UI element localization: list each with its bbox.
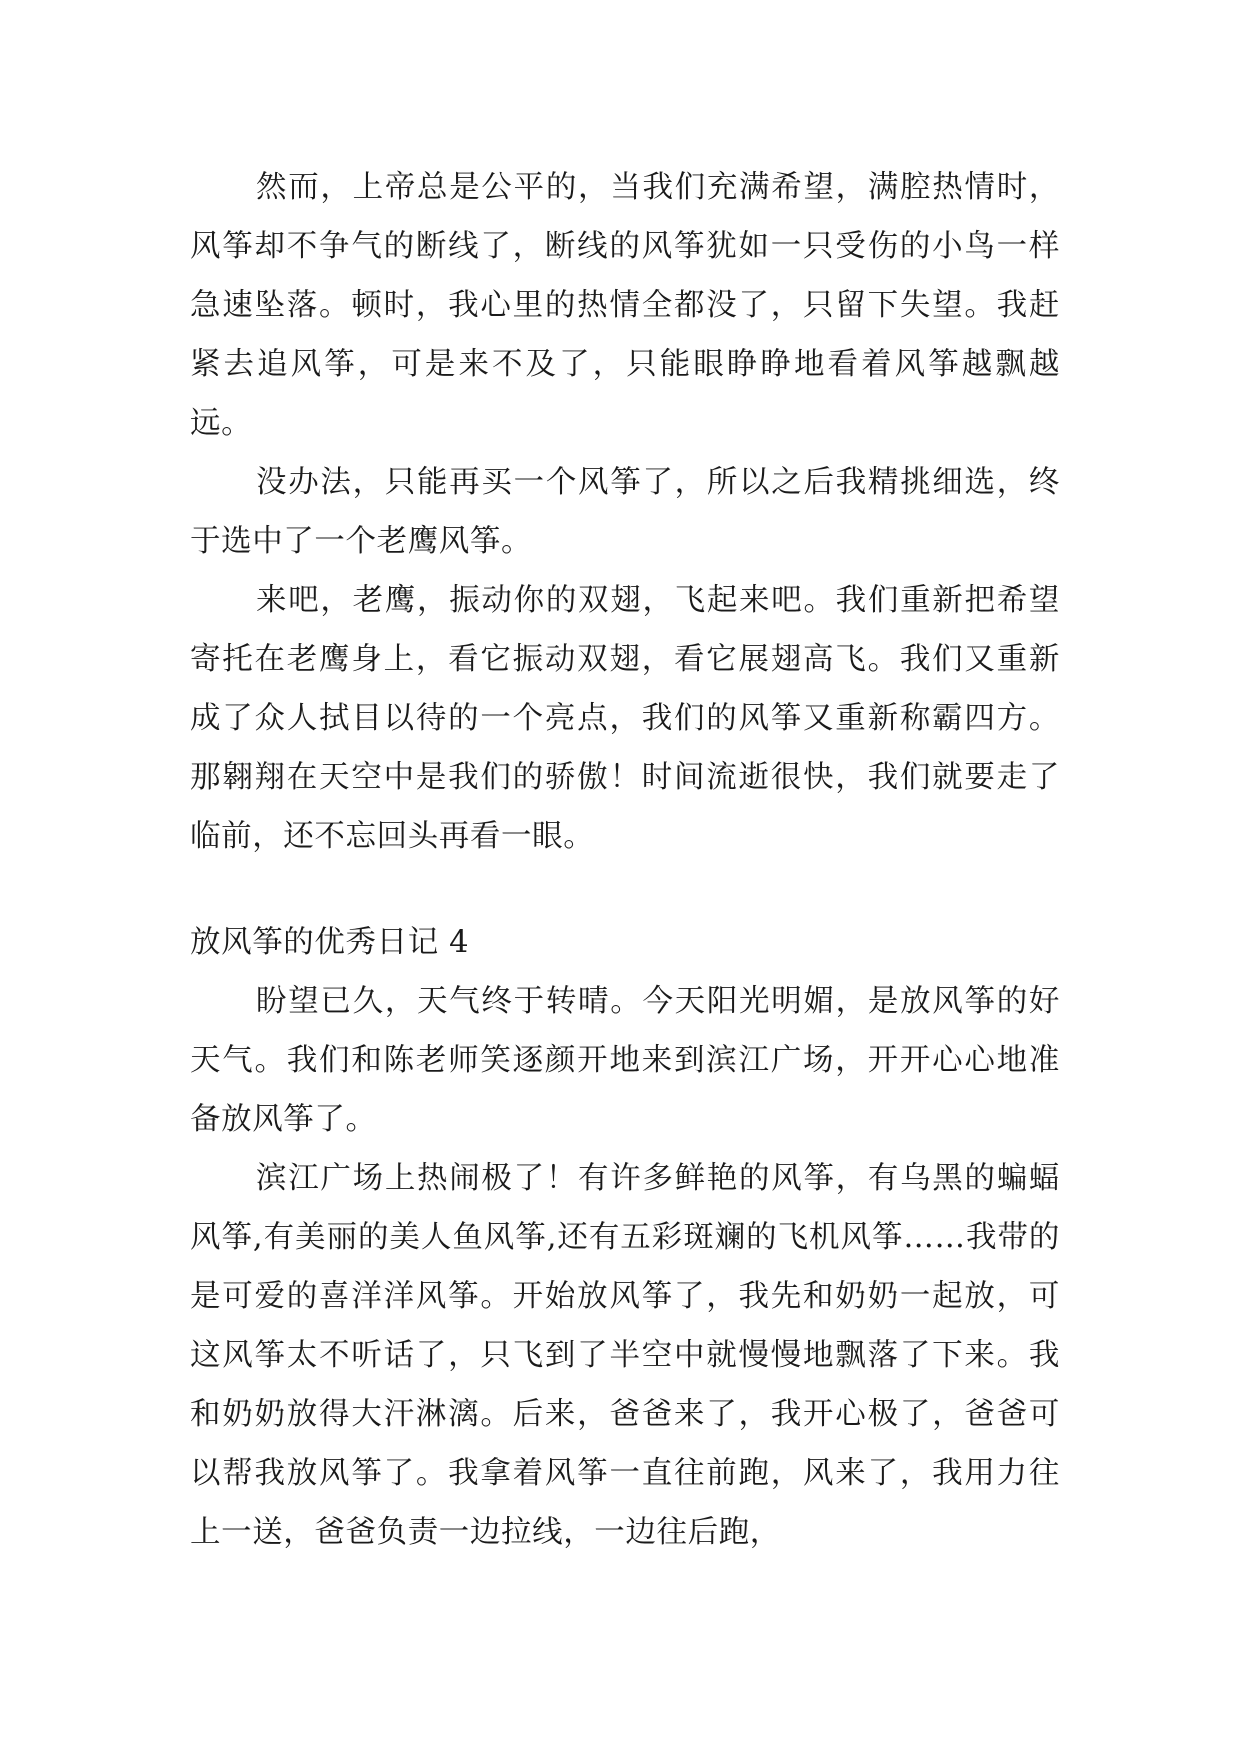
paragraph: 然而，上帝总是公平的，当我们充满希望，满腔热情时，风筝却不争气的断线了，断线的风筝犹如一只受伤的小鸟一样急速坠落。顿时，我心里的热情全都没了，只留下失望。我赶紧去追风筝，可是来不及了，只能眼睁睁地看着风筝越飘越远。	[190, 170, 1060, 441]
paragraph: 没办法，只能再买一个风筝了，所以之后我精挑细选，终于选中了一个老鹰风筝。	[190, 465, 1060, 559]
paragraph: 来吧，老鹰，振动你的双翅，飞起来吧。我们重新把希望寄托在老鹰身上，看它振动双翅，看它展翅高飞。我们又重新成了众人拭目以待的一个亮点，我们的风筝又重新称霸四方。那翱翔在天空中是我们的骄傲！时间流逝很快，我们就要走了临前，还不忘回头再看一眼。	[190, 583, 1060, 854]
paragraph: 滨江广场上热闹极了！有许多鲜艳的风筝，有乌黑的蝙蝠风筝,有美丽的美人鱼风筝,还有五彩斑斓的飞机风筝……我带的是可爱的喜洋洋风筝。开始放风筝了，我先和奶奶一起放，可这风筝太不听话了，只飞到了半空中就慢慢地飘落了下来。我和奶奶放得大汗淋漓。后来，爸爸来了，我开心极了，爸爸可以帮我放风筝了。我拿着风筝一直往前跑，风来了，我用力往上一送，爸爸负责一边拉线，一边往后跑，	[190, 1161, 1060, 1550]
paragraph: 盼望已久，天气终于转晴。今天阳光明媚，是放风筝的好天气。我们和陈老师笑逐颜开地来到滨江广场，开开心心地准备放风筝了。	[190, 984, 1060, 1137]
diary-continuation	[190, 158, 1060, 866]
section-title: 放风筝的优秀日记 4	[190, 925, 470, 960]
diary-4-section	[190, 913, 1060, 1562]
